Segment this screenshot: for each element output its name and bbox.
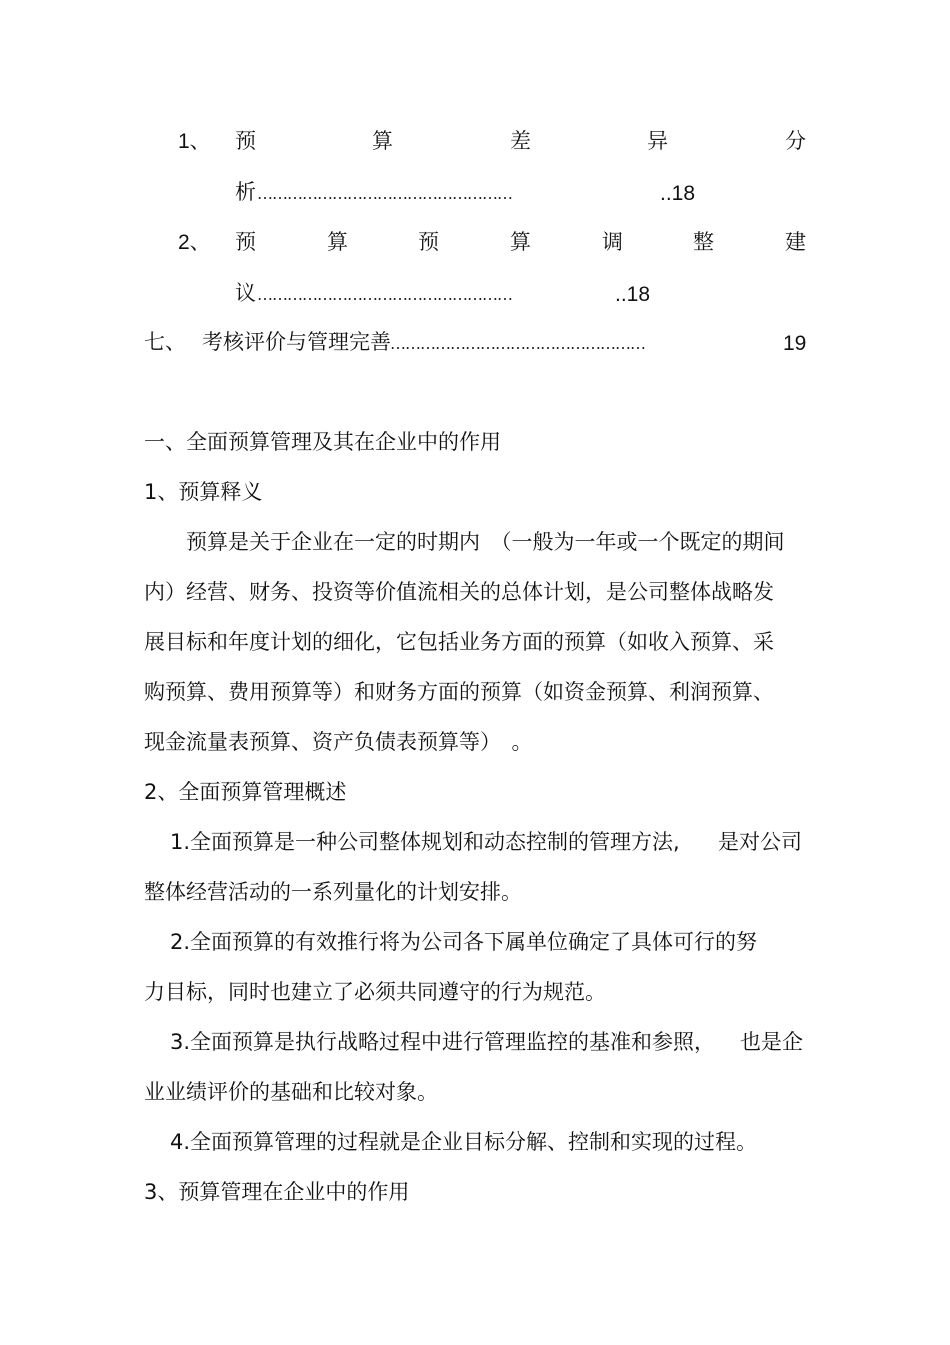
paragraph-line: 购预算、费用预算等）和财务方面的预算（如资金预算、利润预算、	[144, 680, 774, 704]
toc-item-number: 1、	[178, 130, 211, 153]
toc-item-char: 预	[235, 129, 256, 153]
toc-page-number: 19	[783, 332, 807, 355]
list-item-line: 业业绩评价的基础和比较对象。	[144, 1080, 438, 1104]
paragraph-line: 内）经营、财务、投资等价值流相关的总体计划，是公司整体战略发	[144, 580, 774, 604]
toc-item-char: 建	[785, 230, 806, 254]
list-item-line: 是对公司	[718, 830, 802, 854]
toc-item-continuation: 议	[235, 281, 256, 305]
section-heading: 一、全面预算管理及其在企业中的作用	[144, 430, 501, 454]
paragraph-line: 现金流量表预算、资产负债表预算等） 。	[144, 730, 533, 754]
toc-leader-dots: ……………………………………………	[257, 285, 512, 304]
toc-item-char: 分	[785, 129, 806, 153]
subsection-heading: 2、全面预算管理概述	[144, 780, 347, 804]
list-item-line: 3.全面预算是执行战略过程中进行管理监控的基准和参照，	[170, 1030, 716, 1054]
list-item-line: 力目标，同时也建立了必须共同遵守的行为规范。	[144, 980, 606, 1004]
paragraph-line: 预算是关于企业在一定的时期内 （一般为一年或一个既定的期间	[186, 530, 785, 554]
paragraph-line: 展目标和年度计划的细化，它包括业务方面的预算（如收入预算、采	[144, 630, 774, 654]
toc-item-char: 异	[647, 129, 668, 153]
toc-item-char: 预	[418, 230, 439, 254]
toc-item-char: 算	[372, 129, 393, 153]
subsection-heading: 1、预算释义	[144, 480, 263, 504]
list-item-line: 整体经营活动的一系列量化的计划安排。	[144, 880, 522, 904]
toc-page-number: ..18	[660, 182, 696, 205]
list-item-line: 1.全面预算是一种公司整体规划和动态控制的管理方法,	[170, 830, 680, 854]
toc-item-title: 考核评价与管理完善	[202, 330, 391, 354]
list-item-line: 4.全面预算管理的过程就是企业目标分解、控制和实现的过程。	[170, 1130, 758, 1154]
toc-leader-dots: ……………………………………………	[257, 184, 512, 203]
toc-item-char: 整	[693, 230, 714, 254]
toc-page-number: ..18	[615, 283, 651, 306]
list-item-line: 也是企	[740, 1030, 803, 1054]
list-item-line: 2.全面预算的有效推行将为公司各下属单位确定了具体可行的努	[170, 930, 758, 954]
toc-leader-dots: ……………………………………………	[390, 334, 645, 353]
subsection-heading: 3、预算管理在企业中的作用	[144, 1180, 410, 1204]
toc-item-number: 七、	[144, 330, 186, 354]
toc-item-char: 算	[510, 230, 531, 254]
toc-item-char: 算	[327, 230, 348, 254]
toc-item-continuation: 析	[235, 180, 256, 204]
toc-item-char: 预	[235, 230, 256, 254]
toc-item-char: 调	[602, 230, 623, 254]
toc-item-number: 2、	[178, 231, 211, 254]
toc-item-char: 差	[510, 129, 531, 153]
